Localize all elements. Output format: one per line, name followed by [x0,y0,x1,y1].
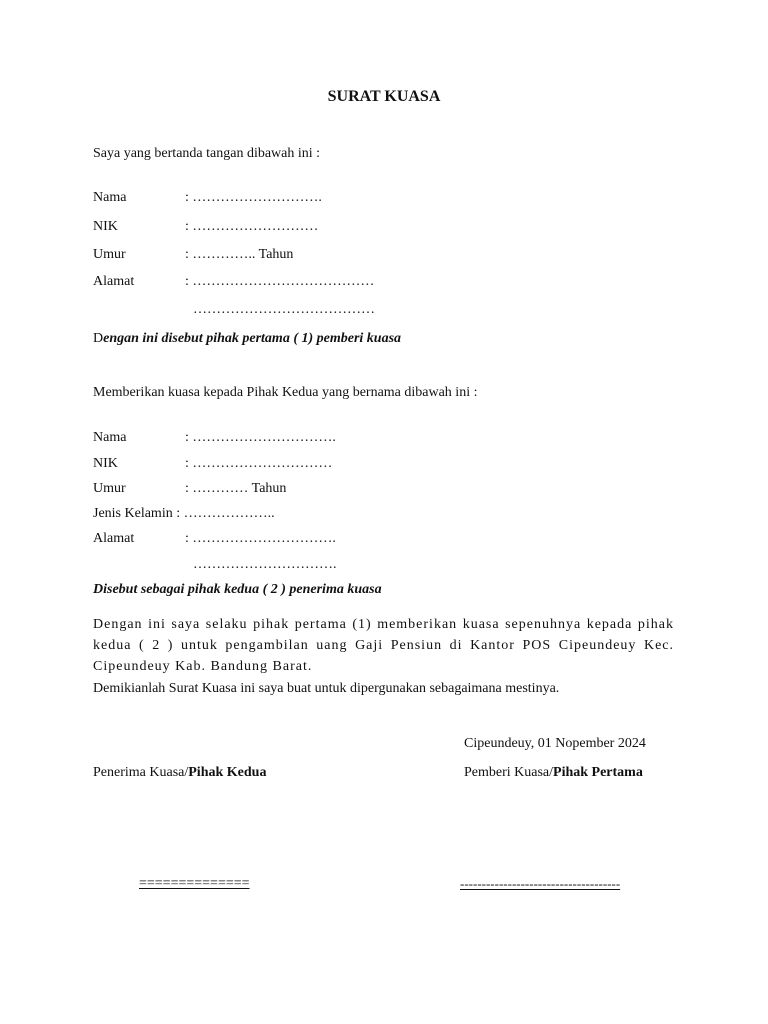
field-value: : ………… Tahun [185,481,287,496]
first-party-name-row [93,190,322,206]
signature-label-recipient [93,765,266,781]
second-party-address-row [93,531,336,547]
field-value: : ………………………. [185,190,322,205]
signature-line-recipient: ============== [139,876,250,891]
second-party-designation: Disebut sebagai pihak kedua ( 2 ) penerima kuasa [93,582,382,597]
signature-label-grantor [464,765,643,781]
second-party-name-row [93,430,336,446]
field-label: Alamat [93,274,135,289]
field-value: : ………….. Tahun [185,247,294,262]
transfer-intro-text: Memberikan kuasa kepada Pihak Kedua yang bernama dibawah ini : [93,385,478,400]
field-label: NIK [93,219,118,234]
field-label: NIK [93,456,118,471]
second-party-age-row [93,481,286,497]
signature-role: Penerima Kuasa/ [93,765,189,780]
first-party-age-row [93,247,293,263]
field-value: : …………………………. [185,430,336,445]
field-value: : ……………….. [176,506,275,521]
first-party-address-continuation: ………………………………… [193,302,375,317]
authorization-paragraph: Dengan ini saya selaku pihak pertama (1) memberikan kuasa sepenuhnya kepada pihak kedua ( 2 ) untuk pengambilan uang Gaji Pensiun di Kantor POS Cipeundeuy Kec. Cipeundeuy Kab. Bandung Barat. [93,617,674,674]
intro-text: Saya yang bertanda tangan dibawah ini : [93,146,321,161]
closing-statement: Demikianlah Surat Kuasa ini saya buat untuk dipergunakan sebagaimana mestinya. [93,681,560,696]
field-value: : ………………………… [185,456,333,471]
first-party-nik-row [93,219,318,235]
document-title: SURAT KUASA [327,88,441,105]
second-party-gender-row [93,506,275,522]
field-label: Umur [93,481,126,496]
signature-role: Pemberi Kuasa/ [464,765,554,780]
signature-party: Pihak Kedua [188,765,267,780]
field-value: : ………………………………… [185,274,375,289]
field-label: Alamat [93,531,135,546]
second-party-nik-row [93,456,332,472]
field-label: Nama [93,190,127,205]
field-label: Umur [93,247,126,262]
field-value: : …………………………. [185,531,336,546]
place-date: Cipeundeuy, 01 Nopember 2024 [464,736,646,751]
field-value: : ……………………… [185,219,319,234]
designation-text: engan ini disebut pihak pertama ( 1) pemberi kuasa [103,331,402,346]
field-label: Nama [93,430,127,445]
second-party-address-continuation: …………………………. [193,557,337,572]
designation-initial: D [93,331,104,346]
first-party-designation [93,331,401,347]
signature-party: Pihak Pertama [553,765,643,780]
signature-line-grantor: ------------------------------------- [460,876,621,891]
first-party-address-row [93,274,374,290]
field-label: Jenis Kelamin [93,506,173,521]
